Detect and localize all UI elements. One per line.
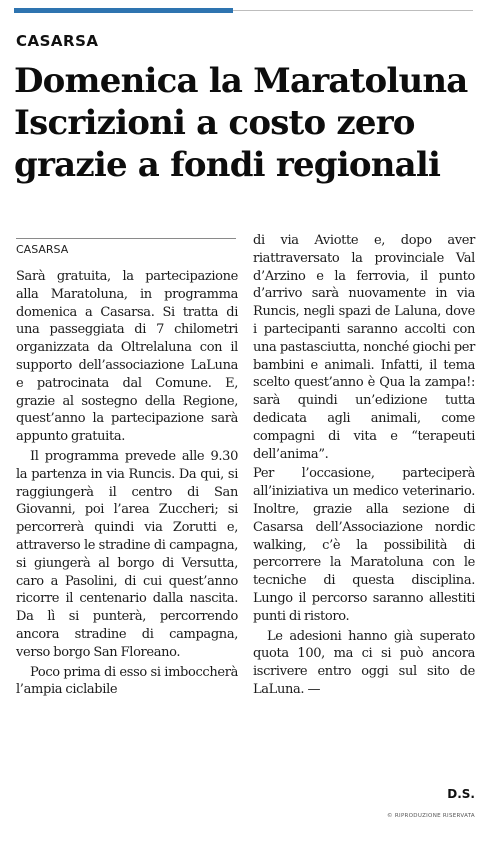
- top-rule: [233, 10, 473, 11]
- article-column-right: [253, 232, 475, 701]
- headline-line: grazie a fondi regionali: [14, 145, 441, 185]
- paragraph: Il programma prevede alle 9.30 la partenza in via Runcis. Da qui, si raggiungerà il centro di San Giovanni, poi l’area Zuccheri; si percorrerà quindi via Zorutti e, attraverso le stradine di campagna, si giungerà al borgo di Versutta, caro a Pasolini, di cui quest’anno ricorre il centenario dalla nascita. Da lì si punterà, percorrendo ancora stradine di campagna, verso borgo San Floreano.: [16, 448, 238, 660]
- paragraph: di via Aviotte e, dopo aver riattraversato la provinciale Val d’Arzino e la ferrovia, il punto d’arrivo sarà nuovamente in via Runcis, negli spazi de Laluna, dove i partecipanti saranno accolti con una pastasciutta, nonché giochi per bambini e animali. Infatti, il tema scelto quest’anno è Qua la zampa!: sarà quindi un’edizione tutta dedicata agli animali, come compagni di vita e “terapeuti dell’anima”.: [253, 233, 475, 462]
- paragraph: Poco prima di esso si imboccherà l’ampia ciclabile: [16, 664, 238, 698]
- dateline: CASARSA: [16, 243, 69, 256]
- copyright-notice: © RIPRODUZIONE RISERVATA: [387, 813, 475, 819]
- article-column-left: [16, 268, 238, 701]
- paragraph: Sarà gratuita, la partecipazione alla Maratoluna, in programma domenica a Casarsa. Si tratta di una passeggiata di 7 chilometri organizzata da Oltrelaluna con il supporto dell’associazione LaLuna e patrocinata dal Comune. E, grazie al sostegno della Regione, quest’anno la partecipazione sarà appunto gratuita.: [16, 269, 238, 445]
- headline-line: Domenica la Maratoluna: [14, 61, 468, 101]
- section-kicker: CASARSA: [16, 32, 99, 50]
- headline-line: Iscrizioni a costo zero: [14, 103, 415, 143]
- author-signature: D.S.: [447, 787, 475, 801]
- headline: [14, 60, 476, 186]
- dateline-rule: [16, 238, 236, 239]
- paragraph: Le adesioni hanno già superato quota 100, ma ci si può ancora iscrivere entro oggi sul sito de LaLuna. —: [253, 628, 475, 697]
- accent-bar: [14, 8, 233, 13]
- paragraph: Per l’occasione, parteciperà all’iniziativa un medico veterinario. Inoltre, grazie alla sezione di Casarsa dell’Associazione nordic walking, c’è la possibilità di percorrere la Maratoluna con le tecniche di questa disciplina. Lungo il percorso saranno allestiti punti di ristoro.: [253, 466, 475, 624]
